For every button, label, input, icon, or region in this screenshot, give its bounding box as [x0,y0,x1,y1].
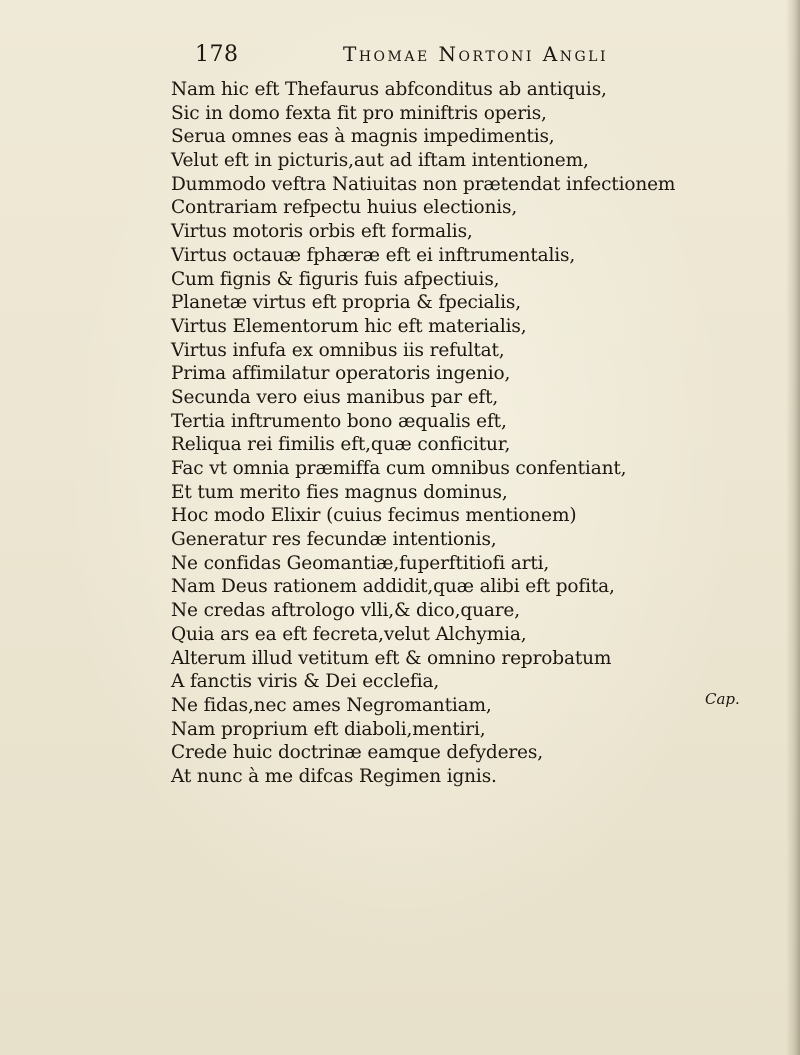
verse-line: Secunda vero eius manibus par eft, [171,386,499,408]
catchword: Cap. [705,690,740,708]
verse-line: A fanctis viris & Dei ecclefia, [171,671,440,693]
running-title: Thomae Nortoni Angli [343,42,608,66]
verse-line: Contrariam refpectu huius electionis, [171,197,518,219]
verse-line: Generatur res fecundæ intentionis, [171,529,497,551]
verse-line: Serua omnes eas à magnis impedimentis, [171,126,555,148]
verse-line: Velut eft in picturis,aut ad iftam intentionem, [171,150,589,172]
verse-line: Alterum illud vetitum eft & omnino reprobatum [171,647,612,669]
verse-line: Reliqua rei fimilis eft,quæ conficitur, [171,434,511,456]
verse-line: Nam hic eft Thefaurus abfconditus ab antiquis, [171,79,607,100]
verse-line: Quia ars ea eft fecreta,velut Alchymia, [171,623,527,645]
verse-line: Virtus Elementorum hic eft materialis, [171,315,527,337]
verse-line: Hoc modo Elixir (cuius fecimus mentionem) [171,505,577,527]
verse-line: Ne credas aftrologo vlli,& dico,quare, [171,600,520,622]
verse-line: Virtus motoris orbis eft formalis, [171,221,473,243]
verse-line: Planetæ virtus eft propria & fpecialis, [171,292,521,314]
verse-line: At nunc à me difcas Regimen ignis. [171,765,497,787]
verse-line: Prima affimilatur operatoris ingenio, [171,363,511,385]
verse-text [171,78,771,789]
verse-line: Nam Deus rationem addidit,quæ alibi eft pofita, [171,576,615,598]
verse-line: Fac vt omnia præmiffa cum omnibus confentiant, [171,458,627,479]
page-number: 178 [195,42,239,67]
verse-line: Dummodo veftra Natiuitas non prætendat infectionem [171,173,676,195]
verse-line: Nam proprium eft diaboli,mentiri, [171,718,486,740]
verse-line: Virtus infufa ex omnibus iis refultat, [171,339,505,361]
verse-line: Sic in domo fexta fit pro miniftris operis, [171,102,547,124]
running-head [195,40,765,80]
verse-line: Cum fignis & figuris fuis afpectiuis, [171,268,500,290]
verse-line: Ne fidas,nec ames Negromantiam, [171,694,492,716]
verse-line: Ne confidas Geomantiæ,fuperftitiofi arti, [171,552,550,574]
page-edge-shadow [786,0,800,1055]
verse-line: Tertia inftrumento bono æqualis eft, [171,410,507,432]
verse-line: Virtus octauæ fphæræ eft ei inftrumentalis, [171,244,576,266]
verse-line: Crede huic doctrinæ eamque defyderes, [171,742,543,764]
verse-line: Et tum merito fies magnus dominus, [171,481,508,503]
